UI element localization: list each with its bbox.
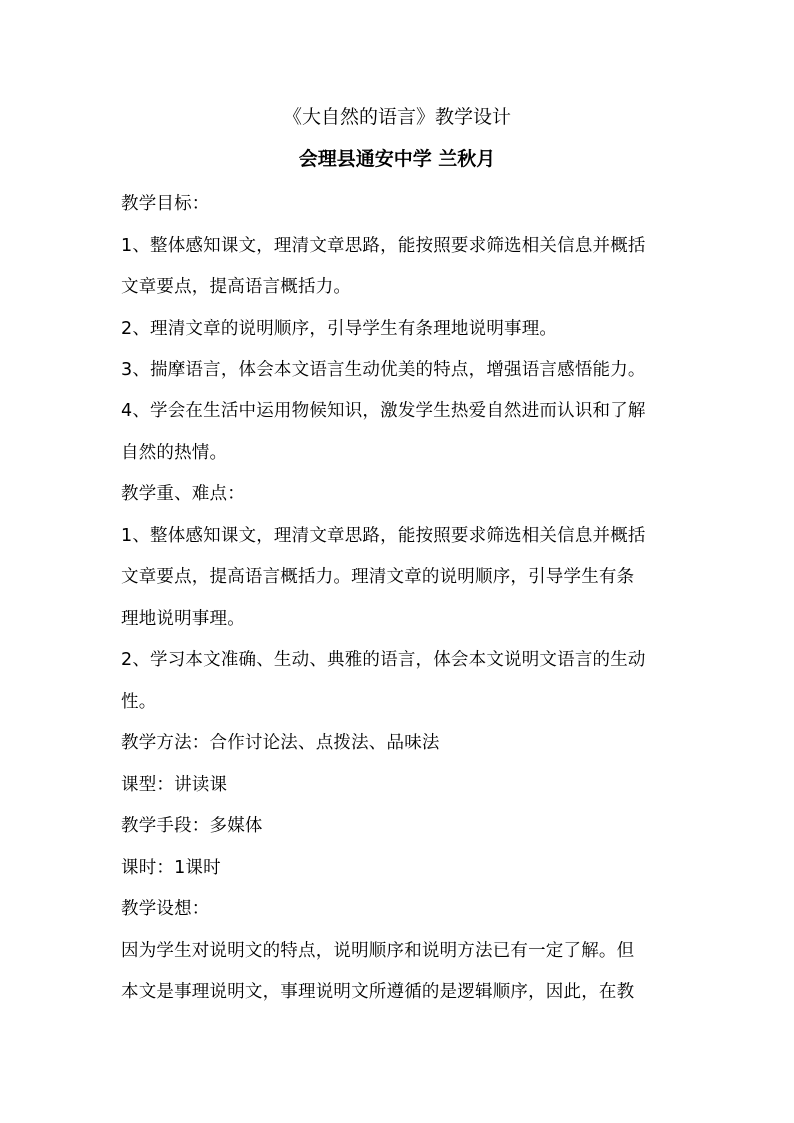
paragraph-line: 3、揣摩语言，体会本文语言生动优美的特点，增强语言感悟能力。 <box>121 360 646 380</box>
section-heading-teaching-concept: 教学设想： <box>121 899 210 919</box>
section-heading-objectives: 教学目标： <box>121 194 210 214</box>
paragraph-line: 文章要点，提高语言概括力。 <box>121 277 352 297</box>
teaching-methods-line: 教学方法：合作讨论法、点拨法、品味法 <box>121 733 440 753</box>
paragraph-line: 因为学生对说明文的特点，说明顺序和说明方法已有一定了解。但 <box>121 941 635 961</box>
paragraph-line: 2、理清文章的说明顺序，引导学生有条理地说明事理。 <box>121 319 558 339</box>
paragraph-line: 2、学习本文准确、生动、典雅的语言，体会本文说明文语言的生动 <box>121 650 646 670</box>
class-hours-line: 课时：1课时 <box>121 858 221 878</box>
author-line: 会理县通安中学 兰秋月 <box>298 148 496 170</box>
paragraph-line: 1、整体感知课文，理清文章思路，能按照要求筛选相关信息并概括 <box>121 526 646 546</box>
lesson-type-line: 课型：讲读课 <box>121 775 228 795</box>
paragraph-line: 4、学会在生活中运用物候知识，激发学生热爱自然进而认识和了解 <box>121 401 646 421</box>
paragraph-line: 自然的热情。 <box>121 443 228 463</box>
paragraph-line: 文章要点，提高语言概括力。理清文章的说明顺序，引导学生有条 <box>121 567 635 587</box>
teaching-means-line: 教学手段：多媒体 <box>121 816 263 836</box>
paragraph-line: 性。 <box>121 692 157 712</box>
document-title: 《大自然的语言》教学设计 <box>282 106 511 128</box>
section-heading-key-points: 教学重、难点： <box>121 484 245 504</box>
paragraph-line: 1、整体感知课文，理清文章思路，能按照要求筛选相关信息并概括 <box>121 236 646 256</box>
paragraph-line: 本文是事理说明文，事理说明文所遵循的是逻辑顺序，因此，在教 <box>121 982 635 1002</box>
paragraph-line: 理地说明事理。 <box>121 609 245 629</box>
